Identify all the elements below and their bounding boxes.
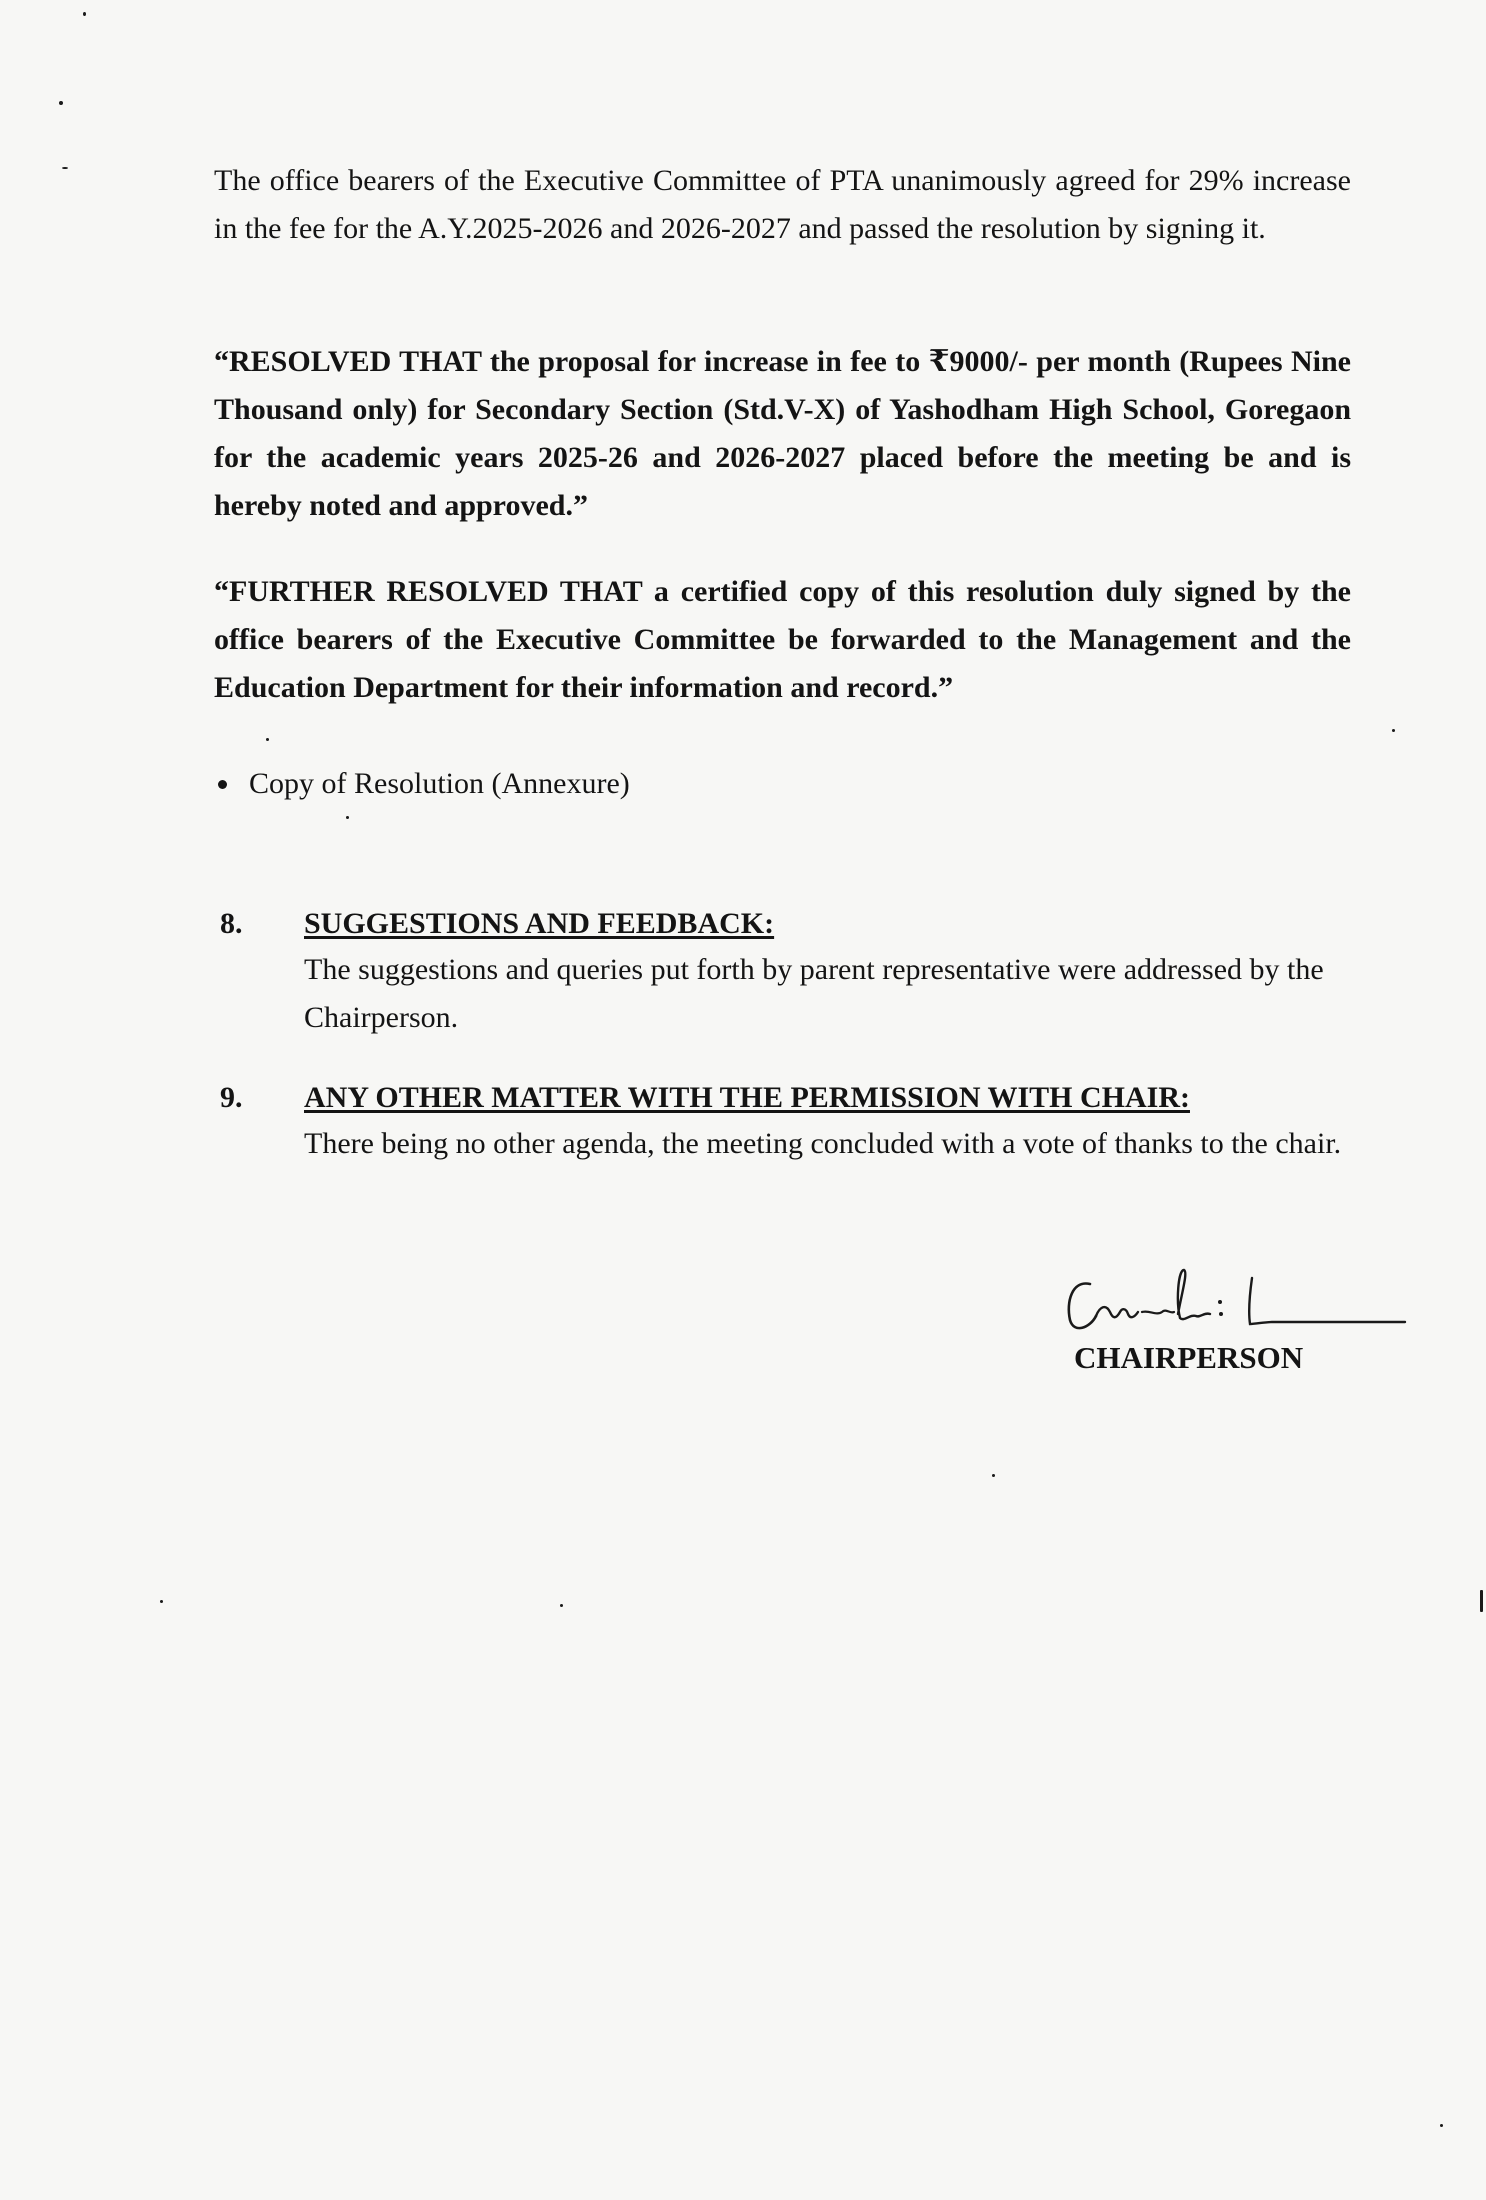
scan-speck <box>59 101 63 105</box>
scan-speck <box>1440 2124 1443 2127</box>
section-number: 9. <box>220 1081 243 1114</box>
intro-paragraph: The office bearers of the Executive Committee of PTA unanimously agreed for 29% increase in the fee for the A.Y.2025-2026 and 2026-2027 and passed the resolution by signing it. <box>214 164 1351 245</box>
section-body: The suggestions and queries put forth by parent representative were addressed by the Chairperson. <box>304 953 1324 1034</box>
section-heading: ANY OTHER MATTER WITH THE PERMISSION WITH CHAIR: <box>304 1081 1190 1114</box>
section-number: 8. <box>220 907 243 940</box>
handwritten-signature <box>1060 1262 1410 1342</box>
further-resolved-paragraph: “FURTHER RESOLVED THAT a certified copy of this resolution duly signed by the office bearers of the Executive Committee be forwarded to the Management and the Education Department for their information and record.” <box>214 575 1351 704</box>
scan-speck <box>160 1600 163 1603</box>
bullet-dot-icon <box>218 780 227 789</box>
scan-speck <box>1480 1590 1483 1612</box>
section-heading: SUGGESTIONS AND FEEDBACK: <box>304 907 775 940</box>
scan-speck <box>1392 729 1395 732</box>
attachment-bullet-text: Copy of Resolution (Annexure) <box>249 767 630 800</box>
scan-speck <box>992 1474 995 1477</box>
resolved-paragraph: “RESOLVED THAT the proposal for increase in fee to ₹9000/- per month (Rupees Nine Thousand only) for Secondary Section (Std.V-X) of Yashodham High School, Goregaon for the academic years 2025-26 and 2026-2027 placed before the meeting be and is hereby noted and approved.” <box>214 345 1351 522</box>
scan-speck <box>346 816 349 819</box>
scan-speck <box>62 167 68 169</box>
section-body: There being no other agenda, the meeting concluded with a vote of thanks to the chair. <box>304 1127 1342 1160</box>
scan-speck <box>83 12 86 16</box>
chairperson-title: CHAIRPERSON <box>1074 1340 1304 1375</box>
scan-speck <box>266 738 269 741</box>
attachment-bullet-item <box>214 760 630 808</box>
scan-speck <box>560 1604 563 1607</box>
